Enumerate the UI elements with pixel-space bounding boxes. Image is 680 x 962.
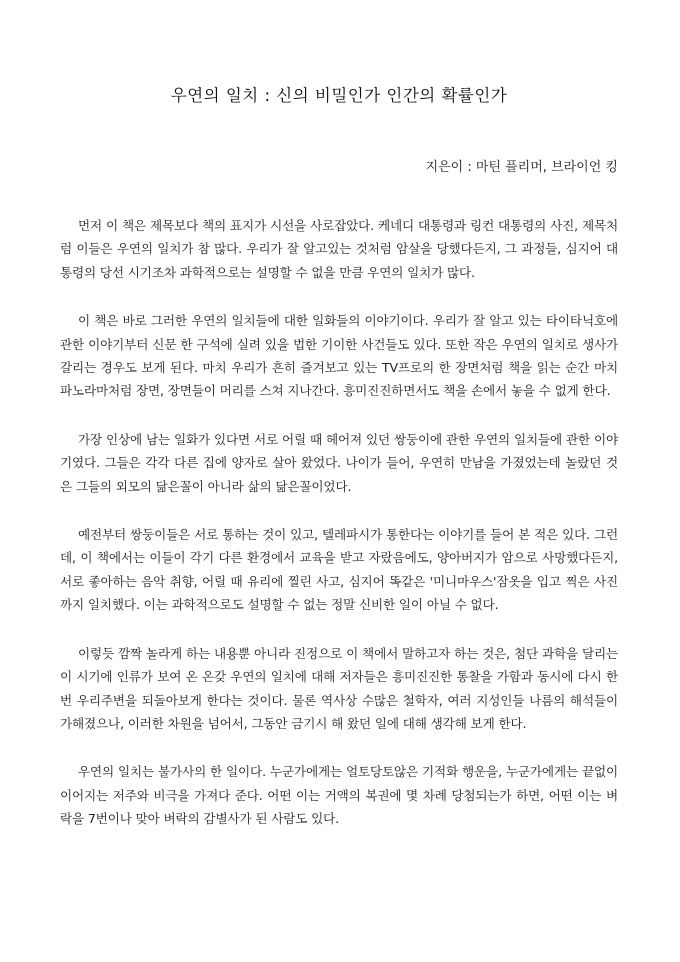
paragraph-3: 가장 인상에 남는 일화가 있다면 서로 어릴 때 헤어져 있던 쌍둥이에 관한 우연의 일치들에 관한 이야기였다. 그들은 각각 다른 집에 양자로 살아 왔었다. 나이가 들어, 우연히 만남을 가졌었는데 놀랐던 것은 그들의 외모의 닮은꼴이 아니라 삶의 닮은꼴이었다.: [60, 431, 618, 494]
author-line: 지은이 : 마틴 플리머, 브라이언 킹: [425, 160, 618, 175]
paragraph-4: 예전부터 쌍둥이들은 서로 통하는 것이 있고, 텔레파시가 통한다는 이야기를 들어 본 적은 있다. 그런데, 이 책에서는 이들이 각기 다른 환경에서 교육을 받고 자랐음에도, 양아버지가 암으로 사망했다든지, 서로 좋아하는 음악 취향, 어릴 때 유리에 찔린 사고, 심지어 똑같은 '미니마우스'잠옷을 입고 찍은 사진까지 일치했다. 이는 과학적으로도 설명할 수 없는 정말 신비한 일이 아닐 수 없다.: [60, 527, 618, 613]
document-title: 우연의 일치 : 신의 비밀인가 인간의 확률인가: [170, 86, 508, 105]
body-text: [60, 214, 618, 831]
paragraph-5: 이렇듯 깜짝 놀라게 하는 내용뿐 아니라 진정으로 이 책에서 말하고자 하는 것은, 첨단 과학을 달리는 이 시기에 인류가 보여 온 온갖 우연의 일치에 대해 저자들은 흥미진진한 통찰을 가함과 동시에 다시 한번 우리주변을 되돌아보게 한다는 것이다. 물론 역사상 수많은 철학자, 여러 지성인들 나름의 해석들이 가해졌으나, 이러한 차원을 넘어서, 그동안 금기시 해 왔던 일에 대해 생각해 보게 한다.: [60, 645, 618, 731]
paragraph-6: 우연의 일치는 불가사의 한 일이다. 누군가에게는 얼토당토않은 기적화 행운을, 누군가에게는 끝없이 이어지는 저주와 비극을 가져다 준다. 어떤 이는 거액의 복권에 몇 차례 당첨되는가 하면, 어떤 이는 벼락을 7번이나 맞아 벼락의 감별사가 된 사람도 있다.: [60, 764, 618, 827]
paragraph-1: 먼저 이 책은 제목보다 책의 표지가 시선을 사로잡았다. 케네디 대통령과 링컨 대통령의 사진, 제목처럼 이들은 우연의 일치가 참 많다. 우리가 잘 알고있는 것처럼 암살을 당했다든지, 그 과정들, 심지어 대통령의 당선 시기조차 과학적으로는 설명할 수 없을 만큼 우연의 일치가 많다.: [60, 218, 618, 280]
paragraph-2: 이 책은 바로 그러한 우연의 일치들에 대한 일화들의 이야기이다. 우리가 잘 알고 있는 타이타닉호에 관한 이야기부터 신문 한 구석에 실려 있을 법한 기이한 사건들도 있다. 또한 작은 우연의 일치로 생사가 갈리는 경우도 보게 된다. 마치 우리가 흔히 즐겨보고 있는 TV프로의 한 장면처럼 책을 읽는 순간 마치 파노라마처럼 장면, 장면들이 머리를 스쳐 지나간다. 흥미진진하면서도 책을 손에서 놓을 수 없게 한다.: [60, 313, 618, 399]
